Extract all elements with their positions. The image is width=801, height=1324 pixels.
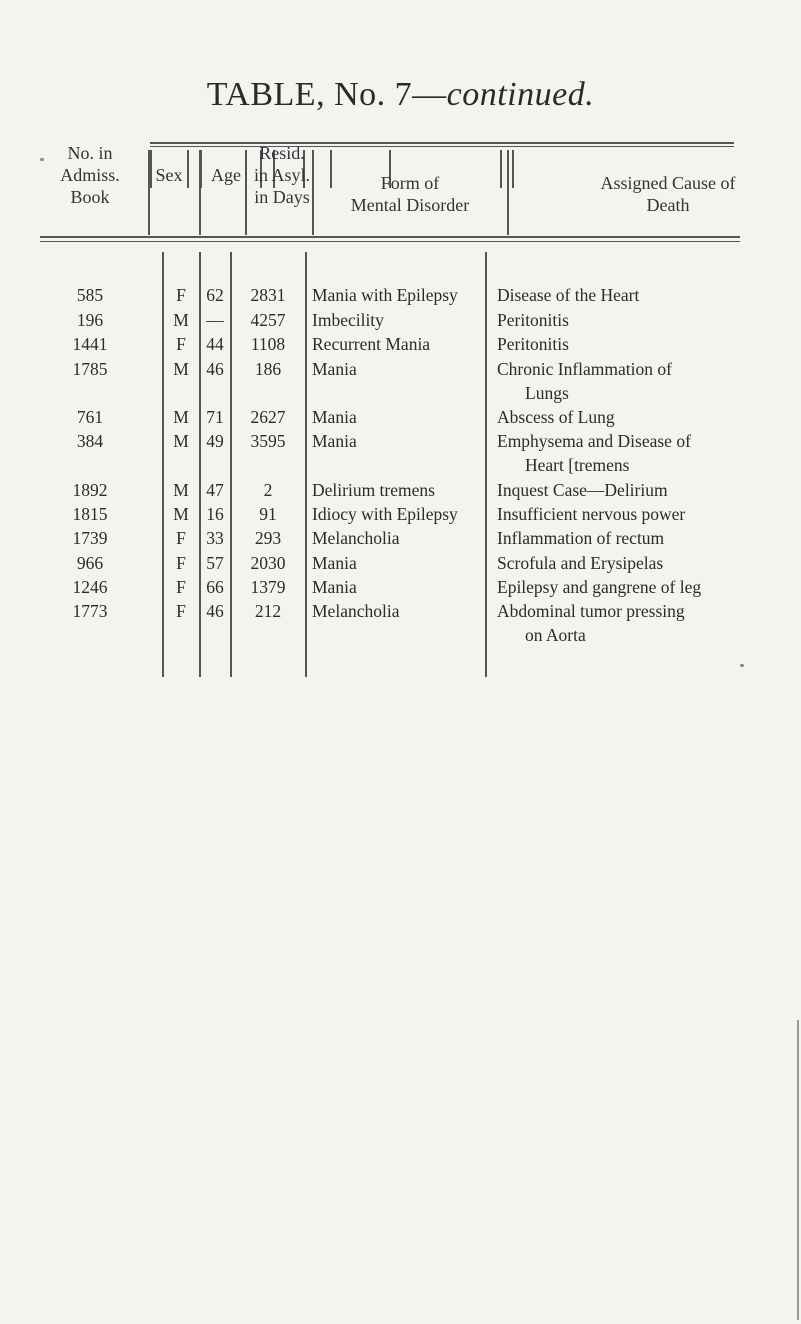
cell-sex: M <box>173 407 189 427</box>
header-age: Age <box>211 165 241 185</box>
header-col-line <box>312 150 314 235</box>
header-divider <box>500 150 502 188</box>
cell-book: 1246 <box>72 577 108 597</box>
cell-days: 2627 <box>250 407 286 427</box>
cell-age: 16 <box>206 504 224 524</box>
cell-book: 1892 <box>72 480 108 500</box>
cell-sex: M <box>173 359 189 379</box>
cell-age: — <box>206 310 224 330</box>
cell-form: Delirium tremens <box>312 480 435 500</box>
cell-sex: F <box>176 528 186 548</box>
cell-cause: Inquest Case—Delirium <box>497 480 668 500</box>
header-col-line <box>245 150 247 235</box>
cell-form: Idiocy with Epilepsy <box>312 504 458 524</box>
cell-age: 46 <box>206 601 224 621</box>
cell-cause: Heart [tremens <box>525 455 630 475</box>
cell-age: 44 <box>206 334 224 354</box>
cell-cause: Peritonitis <box>497 310 569 330</box>
cell-book: 761 <box>76 407 104 427</box>
header-col-line <box>507 150 509 235</box>
cell-sex: F <box>176 601 186 621</box>
cell-days: 212 <box>254 601 282 621</box>
cell-days: 293 <box>254 528 282 548</box>
cell-cause: Scrofula and Erysipelas <box>497 553 664 573</box>
page-speck <box>740 664 744 667</box>
cell-sex: M <box>173 310 189 330</box>
header-sex: Sex <box>155 165 183 185</box>
cell-days: 1379 <box>250 577 286 597</box>
cell-days: 2030 <box>250 553 286 573</box>
cell-book: 384 <box>76 431 104 451</box>
cell-cause: Abdominal tumor pressing <box>497 601 685 621</box>
cell-sex: F <box>176 553 186 573</box>
cell-form: Mania <box>312 407 357 427</box>
cell-form: Melancholia <box>312 601 400 621</box>
cell-form: Recurrent Mania <box>312 334 431 354</box>
cell-form: Mania <box>312 553 357 573</box>
page-speck <box>40 158 44 161</box>
cell-sex: F <box>176 285 186 305</box>
header-col-line <box>199 150 201 235</box>
cell-sex: M <box>173 480 189 500</box>
cell-book: 196 <box>76 310 104 330</box>
title-main: TABLE, No. 7 <box>206 76 413 113</box>
cell-days: 1108 <box>250 334 286 354</box>
cell-book: 1739 <box>72 528 108 548</box>
cell-book: 966 <box>76 553 104 573</box>
cell-days: 186 <box>254 359 282 379</box>
cell-form: Mania <box>312 431 357 451</box>
cell-days: 3595 <box>250 431 286 451</box>
cell-cause: Insufficient nervous power <box>497 504 686 524</box>
page-title: TABLE, No. 7—continued. <box>206 76 595 113</box>
cell-cause: Epilepsy and gangrene of leg <box>497 577 702 597</box>
cell-book: 585 <box>76 285 104 305</box>
cell-cause: Peritonitis <box>497 334 569 354</box>
cell-sex: M <box>173 504 189 524</box>
cell-book: 1815 <box>72 504 108 524</box>
cell-cause: Disease of the Heart <box>497 285 640 305</box>
cell-form: Melancholia <box>312 528 400 548</box>
cell-age: 62 <box>206 285 224 305</box>
cell-age: 57 <box>206 553 224 573</box>
cell-days: 2831 <box>250 285 286 305</box>
cell-days: 91 <box>259 504 277 524</box>
cell-form: Mania with Epilepsy <box>312 285 458 305</box>
header-book: No. in Admiss. Book <box>60 143 120 207</box>
cell-age: 47 <box>206 480 224 500</box>
cell-cause: Chronic Inflammation of <box>497 359 672 379</box>
cell-age: 33 <box>206 528 224 548</box>
cell-days: 2 <box>263 480 273 500</box>
cell-form: Imbecility <box>312 310 384 330</box>
header-divider <box>512 150 514 188</box>
cell-sex: F <box>176 334 186 354</box>
cell-book: 1785 <box>72 359 108 379</box>
page-edge-shadow <box>797 1020 799 1320</box>
cell-age: 66 <box>206 577 224 597</box>
title-continued: continued. <box>446 76 595 113</box>
header-resid: Resid. in Asyl. in Days <box>253 143 310 207</box>
cell-book: 1773 <box>72 601 108 621</box>
header-rule-2 <box>40 241 740 242</box>
cell-form: Mania <box>312 359 357 379</box>
cell-age: 71 <box>206 407 224 427</box>
cell-sex: M <box>173 431 189 451</box>
header-rule <box>40 236 740 238</box>
cell-form: Mania <box>312 577 357 597</box>
cell-sex: F <box>176 577 186 597</box>
header-form: Form of Mental Disorder <box>350 173 470 215</box>
body-col-line <box>305 252 307 677</box>
cell-age: 49 <box>206 431 224 451</box>
body-col-line <box>485 252 487 677</box>
cell-cause: on Aorta <box>525 625 586 645</box>
cell-book: 1441 <box>72 334 108 354</box>
cell-cause: Lungs <box>525 383 569 403</box>
cell-cause: Inflammation of rectum <box>497 528 665 548</box>
cell-days: 4257 <box>250 310 286 330</box>
header-col-line <box>148 150 150 235</box>
cell-cause: Emphysema and Disease of <box>497 431 691 451</box>
cell-cause: Abscess of Lung <box>497 407 615 427</box>
header-cause: Assigned Cause of Death <box>600 173 736 215</box>
cell-age: 46 <box>206 359 224 379</box>
